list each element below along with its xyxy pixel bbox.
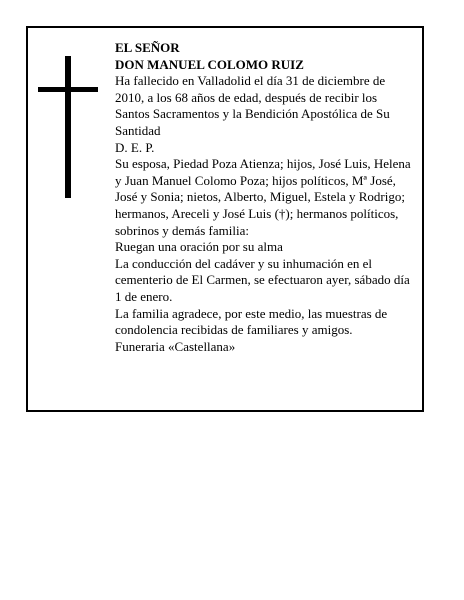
notice-paragraph-dep: D. E. P.: [115, 139, 155, 155]
cross-icon: [38, 56, 98, 198]
cross-vertical-bar: [65, 56, 71, 198]
notice-paragraph-burial: La conducción del cadáver y su inhumación en el cementerio de El Carmen, se efectuaron ayer, sábado día 1 de enero.: [115, 255, 410, 304]
notice-paragraph-family: Su esposa, Piedad Poza Atienza; hijos, José Luis, Helena y Juan Manuel Colomo Poza; hijos políticos, Mª José, José y Sonia; nietos, Alberto, Miguel, Estela y Rodrigo; hermanos, Areceli y José Luis (†); hermanos políticos, sobrinos y demás familia:: [115, 156, 411, 238]
notice-heading-name: DON MANUEL COLOMO RUIZ: [115, 56, 304, 72]
notice-paragraph-thanks: La familia agradece, por este medio, las muestras de condolencia recibidas de familiares y amigos.: [115, 305, 388, 338]
notice-heading-title: EL SEÑOR: [115, 40, 180, 55]
notice-paragraph-death: Ha fallecido en Valladolid el día 31 de diciembre de 2010, a los 68 años de edad, después de recibir los Santos Sacramentos y la Bendición Apostólica de Su Santidad: [115, 73, 390, 138]
notice-paragraph-funeral-home: Funeraria «Castellana»: [115, 338, 236, 354]
notice-paragraph-prayer: Ruegan una oración por su alma: [115, 239, 283, 255]
obituary-notice: [26, 26, 424, 412]
notice-text: [115, 40, 413, 355]
cross-horizontal-bar: [38, 87, 98, 92]
